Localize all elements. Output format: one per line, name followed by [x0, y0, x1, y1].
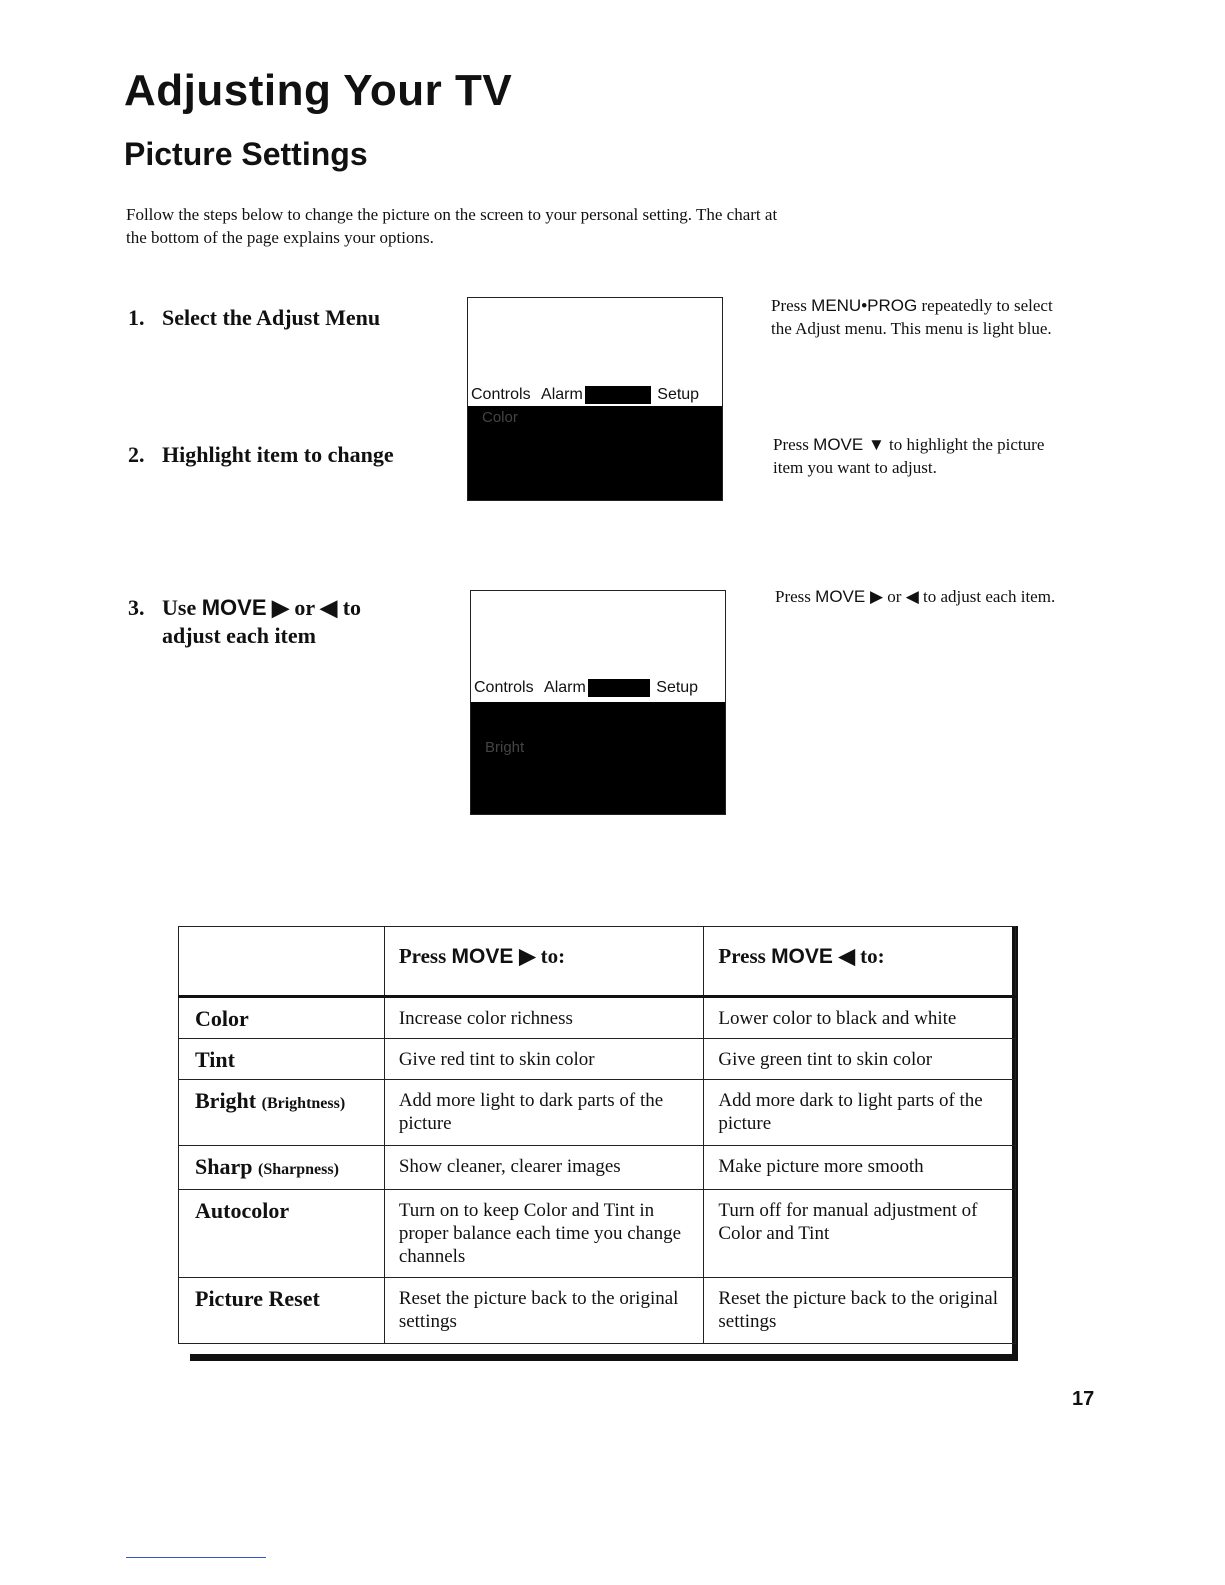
header-text: to: [540, 944, 566, 968]
row-name [179, 1190, 385, 1278]
menu-panel [471, 702, 725, 814]
menu-item-color: Color [482, 409, 518, 426]
setting-name: Picture Reset [195, 1286, 320, 1311]
setting-name: Tint [195, 1047, 235, 1072]
side-note-1 [771, 294, 1071, 340]
step-number: 3. [128, 595, 145, 620]
menu-item-bright: Bright [485, 739, 525, 756]
menu-controls: Controls [474, 679, 534, 697]
left-arrow-icon: ◀ [905, 587, 919, 606]
header-text: Press [398, 944, 447, 968]
header-move-right [384, 927, 704, 997]
row-move-right: Show cleaner, clearer images [384, 1146, 704, 1190]
row-move-right: Turn on to keep Color and Tint in proper balance each time you change channels [384, 1190, 704, 1278]
note-text: repeatedly to select the Adjust menu. This menu is light blue. [771, 296, 1053, 338]
step-label: Highlight item to change [162, 442, 394, 467]
table-row [179, 1080, 1016, 1146]
tv-screen-adjust-menu [467, 297, 723, 501]
header-text: to: [860, 944, 885, 968]
row-name [179, 997, 385, 1039]
menu-setup: Setup [657, 386, 700, 404]
note-text: to highlight the picture item you want to adjust. [773, 435, 1045, 477]
tv-screen-adjust-item [470, 590, 726, 815]
step-label-line2: adjust each item [162, 623, 316, 648]
menu-adjust-highlight [585, 386, 651, 404]
step-number: 1. [128, 305, 145, 330]
page-number: 17 [1072, 1388, 1095, 1410]
row-move-right: Reset the picture back to the original settings [384, 1278, 704, 1344]
row-name [179, 1146, 385, 1190]
setting-name: Autocolor [195, 1198, 290, 1223]
on-screen-menu-bar [471, 679, 725, 697]
row-move-right: Increase color richness [384, 997, 704, 1039]
footer-rule [126, 1557, 266, 1558]
setting-name: Bright [195, 1088, 257, 1113]
arrow-icons: ▶ or ◀ [272, 595, 338, 620]
table-header-row [179, 927, 1016, 997]
move-down-keyword: MOVE ▼ [813, 435, 885, 454]
row-move-left: Add more dark to light parts of the picture [704, 1080, 1016, 1146]
menu-prog-keyword: MENU•PROG [811, 296, 918, 315]
note-text: or [887, 587, 902, 606]
note-text: Press [775, 587, 811, 606]
table-row [179, 1039, 1016, 1080]
row-move-left: Make picture more smooth [704, 1146, 1016, 1190]
header-move-left [704, 927, 1016, 997]
step-label: Select the Adjust Menu [162, 305, 381, 330]
header-text: Press [718, 944, 766, 968]
note-text: Press [773, 435, 809, 454]
menu-alarm: Alarm [541, 386, 583, 404]
row-name [179, 1039, 385, 1080]
move-right-keyword: MOVE ▶ [815, 587, 884, 606]
page-title: Adjusting Your TV [124, 66, 513, 115]
step-label-pre: Use [162, 595, 197, 620]
table-row [179, 1190, 1016, 1278]
setting-name: Sharp [195, 1154, 253, 1179]
move-right-keyword: MOVE ▶ [451, 945, 536, 968]
note-text: to adjust each item. [923, 587, 1056, 606]
step-3 [128, 594, 361, 650]
note-text: Press [771, 296, 807, 315]
row-name [179, 1080, 385, 1146]
section-subtitle: Picture Settings [124, 136, 368, 172]
table-row [179, 1146, 1016, 1190]
move-keyword: MOVE [201, 595, 267, 620]
table-row [179, 1278, 1016, 1344]
move-left-keyword: MOVE ◀ [771, 945, 855, 968]
row-move-left: Lower color to black and white [704, 997, 1016, 1039]
menu-adjust-highlight [588, 679, 650, 697]
table-row [179, 997, 1016, 1039]
step-label-post: to [342, 595, 362, 620]
setting-name: Color [195, 1006, 249, 1031]
step-1 [128, 304, 380, 332]
step-number: 2. [128, 442, 145, 467]
side-note-3 [775, 585, 1065, 608]
side-note-2 [773, 433, 1053, 479]
header-blank [179, 927, 385, 997]
row-move-right: Add more light to dark parts of the picture [384, 1080, 704, 1146]
step-2 [128, 441, 394, 469]
picture-options-table [178, 926, 1016, 1344]
row-move-left: Turn off for manual adjustment of Color and Tint [704, 1190, 1016, 1278]
table-shadow [190, 1354, 1018, 1361]
menu-alarm: Alarm [544, 679, 586, 697]
row-move-left: Give green tint to skin color [704, 1039, 1016, 1080]
on-screen-menu-bar [468, 386, 722, 404]
setting-note: (Sharpness) [257, 1161, 339, 1178]
row-move-left: Reset the picture back to the original settings [704, 1278, 1016, 1344]
intro-paragraph: Follow the steps below to change the picture on the screen to your personal setting. The chart at the bottom of the page explains your options. [126, 205, 778, 247]
menu-controls: Controls [471, 386, 531, 404]
menu-setup: Setup [656, 679, 699, 697]
setting-note: (Brightness) [261, 1095, 346, 1112]
row-name [179, 1278, 385, 1344]
row-move-right: Give red tint to skin color [384, 1039, 704, 1080]
